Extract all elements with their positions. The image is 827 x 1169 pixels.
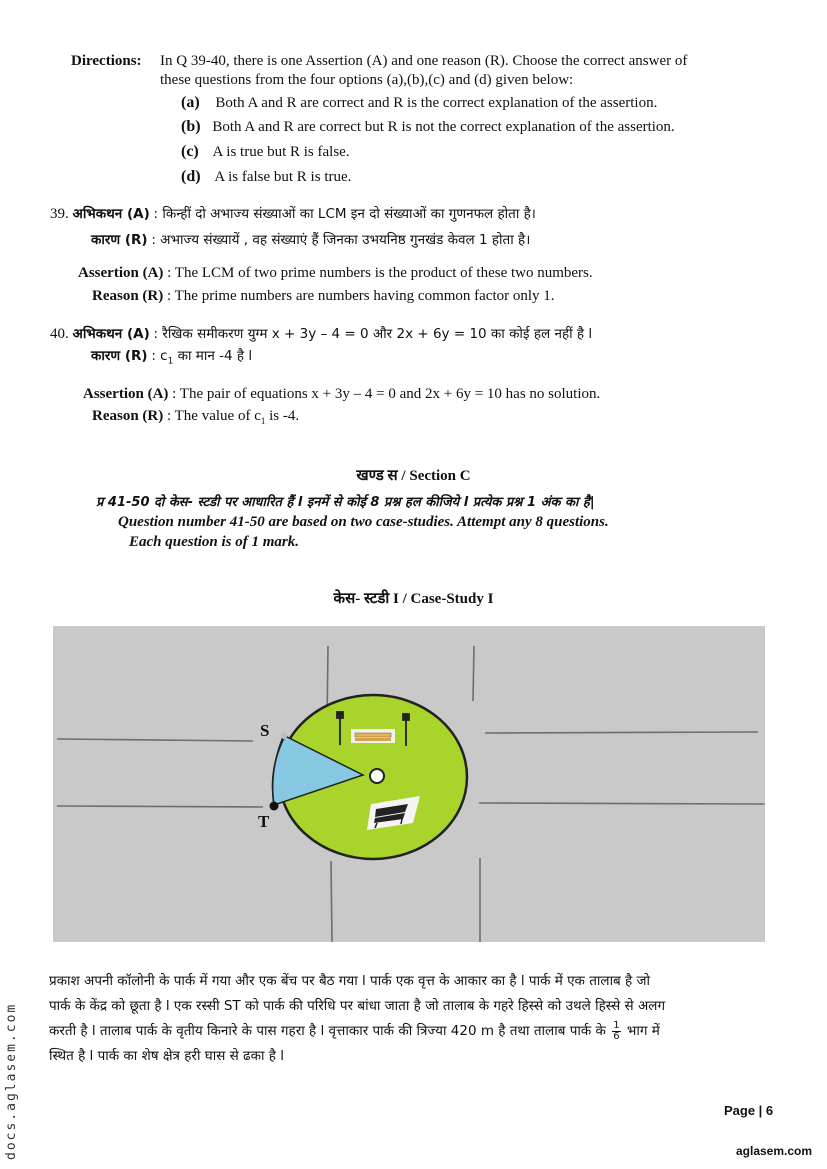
option-text: A is true but R is false. bbox=[212, 144, 350, 160]
q40-hindi-reason bbox=[91, 347, 252, 372]
section-en-line-1: Question number 41-50 are based on two case-studies. Attempt any 8 questions. bbox=[118, 514, 609, 530]
option-text: Both A and R are correct and R is the correct explanation of the assertion. bbox=[215, 95, 658, 111]
q39-reason bbox=[92, 287, 555, 306]
side-watermark: docs.aglasem.com bbox=[4, 1002, 19, 1160]
section-en-line-2: Each question is of 1 mark. bbox=[129, 534, 300, 550]
assertion-text: : The pair of equations x + 3y – 4 = 0 and 2x + 6y = 10 has no solution. bbox=[172, 386, 601, 402]
option-letter: (d) bbox=[181, 168, 201, 185]
option-letter: (b) bbox=[181, 118, 201, 135]
reason-label: कारण (R) bbox=[91, 232, 148, 248]
directions-line-1: In Q 39-40, there is one Assertion (A) and one reason (R). Choose the correct answer of bbox=[160, 53, 688, 69]
page-number: Page | 6 bbox=[724, 1103, 774, 1118]
park-illustration bbox=[53, 626, 765, 942]
paragraph-line: पार्क के केंद्र को छूता है l एक रस्सी ST को पार्क की परिधि पर बांधा जाता है जो तालाब के गहरे हिस्से को उथले हिस्से से अलग bbox=[49, 998, 666, 1014]
paragraph-line: करती है l तालाब पार्क के वृतीय किनारे के पास गहरा है l वृत्ताकार पार्क की त्रिज्या 420 m है तथा तालाब पार्क के $\frac{1}{6}$ भाग में bbox=[49, 1019, 660, 1042]
reason-label: Reason (R) bbox=[92, 408, 164, 424]
assertion-label: अभिकथन (A) bbox=[72, 206, 150, 222]
section-heading: खण्ड स / Section C bbox=[356, 468, 471, 484]
directions-label: Directions: bbox=[71, 53, 142, 69]
assertion-text: : किन्हीं दो अभाज्य संख्याओं का LCM इन दो संख्याओं का गुणनफल होता है। bbox=[153, 206, 536, 222]
reason-text: : The value of $c_1$ is -4. bbox=[167, 408, 300, 426]
paragraph-line: प्रकाश अपनी कॉलोनी के पार्क में गया और एक बेंच पर बैठ गया l पार्क एक वृत्त के आकार का है l पार्क में एक तालाब है जो bbox=[49, 973, 651, 989]
case-study-heading: केस- स्टडी I / Case-Study I bbox=[333, 591, 494, 607]
q40-reason bbox=[92, 407, 299, 431]
option-c bbox=[181, 142, 350, 162]
fraction-one-sixth: $\frac{1}{6}$ bbox=[613, 1019, 620, 1042]
reason-label: Reason (R) bbox=[92, 288, 164, 304]
paragraph-line: स्थित है l पार्क का शेष क्षेत्र हरी घास से ढका है l bbox=[49, 1048, 285, 1064]
label-t: T bbox=[258, 812, 270, 831]
label-s: S bbox=[260, 721, 270, 740]
point-t bbox=[270, 802, 279, 811]
q40-hindi-assertion bbox=[50, 325, 592, 344]
park-center bbox=[370, 769, 384, 783]
question-number: 40. bbox=[50, 326, 69, 342]
assertion-label: Assertion (A) bbox=[78, 265, 164, 281]
option-text: A is false but R is true. bbox=[214, 169, 352, 185]
case-study-paragraph bbox=[49, 969, 779, 1069]
reason-text: : $c_1$ का मान -4 है l bbox=[151, 348, 253, 367]
reason-label: कारण (R) bbox=[91, 348, 148, 364]
option-text: Both A and R are correct but R is not the correct explanation of the assertion. bbox=[212, 119, 675, 135]
q39-hindi-assertion bbox=[50, 205, 536, 224]
assertion-label: Assertion (A) bbox=[83, 386, 169, 402]
assertion-label: अभिकथन (A) bbox=[72, 326, 150, 342]
bench-icon bbox=[351, 729, 395, 743]
directions-line-2: these questions from the four options (a),(b),(c) and (d) given below: bbox=[160, 72, 574, 88]
option-a bbox=[181, 93, 657, 113]
option-d bbox=[181, 167, 351, 187]
site-name: aglasem.com bbox=[736, 1144, 813, 1158]
q40-assertion bbox=[83, 385, 600, 404]
reason-text: : अभाज्य संख्यायें , वह संख्याएं हैं जिनका उभयनिष्ठ गुनखंड केवल 1 होता है। bbox=[151, 232, 531, 248]
reason-text: : The prime numbers are numbers having common factor only 1. bbox=[167, 288, 555, 304]
option-b bbox=[181, 117, 675, 137]
assertion-text: : रैखिक समीकरण युग्म x + 3y – 4 = 0 और 2x + 6y = 10 का कोई हल नहीं है l bbox=[153, 326, 593, 342]
section-hindi-note: प्र 41-50 दो केस- स्टडी पर आधारित हैं l इनमें से कोई 8 प्रश्न हल कीजिये l प्रत्येक प्रश्न 1 अंक का है| bbox=[96, 495, 595, 510]
question-number: 39. bbox=[50, 206, 69, 222]
q39-hindi-reason bbox=[91, 231, 530, 250]
assertion-text: : The LCM of two prime numbers is the product of these two numbers. bbox=[167, 265, 593, 281]
point-s bbox=[281, 733, 287, 739]
option-letter: (a) bbox=[181, 94, 200, 111]
q39-assertion bbox=[78, 264, 593, 283]
option-letter: (c) bbox=[181, 143, 199, 160]
